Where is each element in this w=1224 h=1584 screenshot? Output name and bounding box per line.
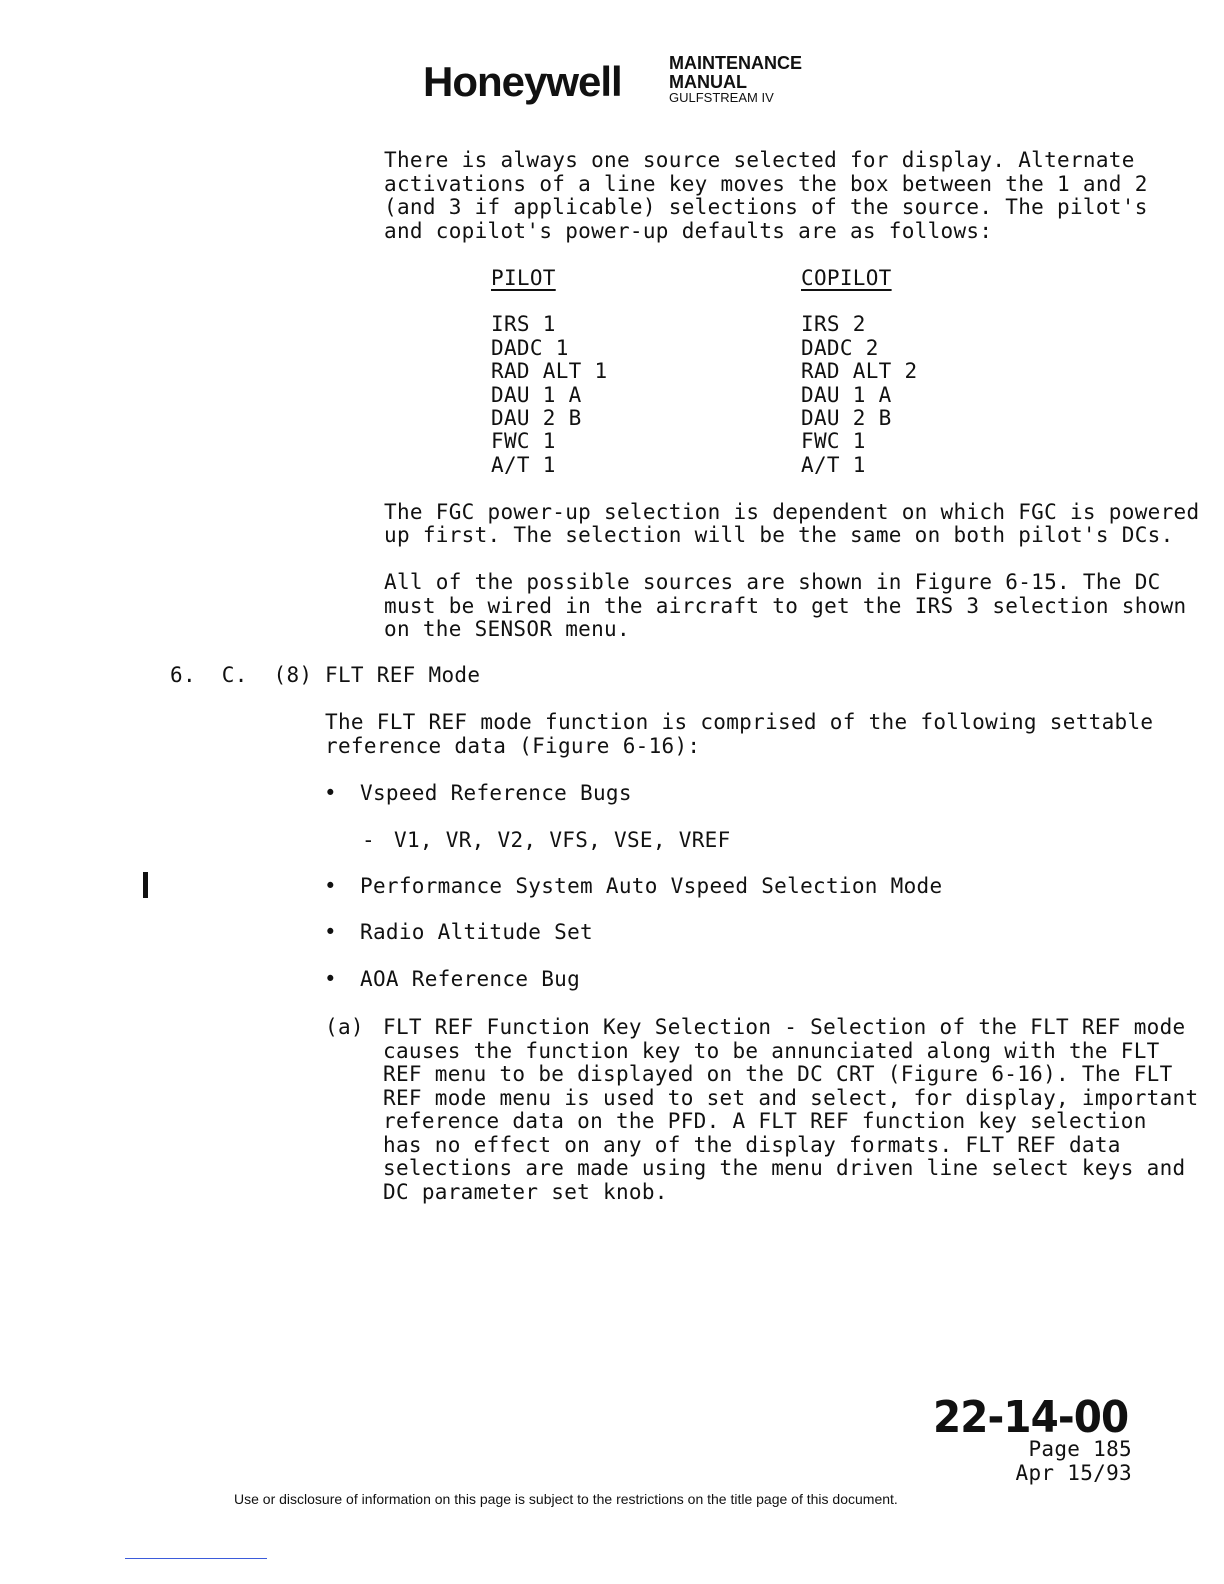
copilot-default: DAU 2 B — [801, 406, 892, 430]
copilot-header: COPILOT — [801, 266, 892, 290]
pilot-default: DAU 2 B — [491, 406, 582, 430]
pilot-default: DAU 1 A — [491, 383, 582, 407]
intro-line: and copilot's power-up defaults are as follows: — [384, 219, 993, 243]
pilot-header: PILOT — [491, 266, 556, 290]
subsection-line: DC parameter set knob. — [383, 1180, 668, 1204]
bullet-glyph: • — [324, 781, 337, 805]
bullet-glyph: • — [324, 967, 337, 991]
sub-item: V1, VR, V2, VFS, VSE, VREF — [394, 828, 731, 852]
bullet-item: Performance System Auto Vspeed Selection Mode — [360, 874, 943, 898]
bullet-item: AOA Reference Bug — [360, 967, 581, 991]
copilot-default: A/T 1 — [801, 453, 866, 477]
pilot-default: RAD ALT 1 — [491, 359, 608, 383]
section-intro-line: reference data (Figure 6-16): — [325, 734, 701, 758]
subsection-line: FLT REF Function Key Selection - Selection of the FLT REF mode — [383, 1015, 1186, 1039]
pilot-default: DADC 1 — [491, 336, 569, 360]
section-number: 6. C. (8) — [170, 663, 313, 687]
pilot-default: FWC 1 — [491, 429, 556, 453]
pilot-default: IRS 1 — [491, 312, 556, 336]
section-title: FLT REF Mode — [325, 663, 481, 687]
intro-line: There is always one source selected for display. Alternate — [384, 148, 1135, 172]
sources-line: must be wired in the aircraft to get the IRS 3 selection shown — [384, 594, 1187, 618]
subsection-line: causes the function key to be annunciated along with the FLT — [383, 1039, 1160, 1063]
chapter-section-number: 22-14-00 — [933, 1392, 1129, 1443]
copilot-default: FWC 1 — [801, 429, 866, 453]
header-aircraft: GULFSTREAM IV — [669, 90, 774, 105]
subsection-line: REF mode menu is used to set and select, for display, important — [383, 1086, 1199, 1110]
header-title-maintenance: MAINTENANCE — [669, 53, 802, 73]
copilot-default: DAU 1 A — [801, 383, 892, 407]
sources-line: on the SENSOR menu. — [384, 617, 630, 641]
header-title-manual: MANUAL — [669, 72, 747, 92]
intro-line: activations of a line key moves the box between the 1 and 2 — [384, 172, 1148, 196]
bullet-item: Radio Altitude Set — [360, 920, 593, 944]
sources-line: All of the possible sources are shown in Figure 6-15. The DC — [384, 570, 1161, 594]
honeywell-logo: Honeywell — [423, 58, 622, 105]
bullet-item: Vspeed Reference Bugs — [360, 781, 632, 805]
sub-item-dash: - — [362, 828, 375, 852]
page-number: Page 185 — [1028, 1437, 1132, 1461]
fgc-line: The FGC power-up selection is dependent on which FGC is powered — [384, 500, 1200, 524]
page-date: Apr 15/93 — [1015, 1461, 1132, 1485]
copilot-default: DADC 2 — [801, 336, 879, 360]
fgc-line: up first. The selection will be the same on both pilot's DCs. — [384, 523, 1174, 547]
pilot-default: A/T 1 — [491, 453, 556, 477]
section-intro-line: The FLT REF mode function is comprised of the following settable — [325, 710, 1154, 734]
copilot-default: RAD ALT 2 — [801, 359, 918, 383]
subsection-line: REF menu to be displayed on the DC CRT (Figure 6-16). The FLT — [383, 1062, 1173, 1086]
intro-line: (and 3 if applicable) selections of the source. The pilot's — [384, 195, 1148, 219]
bullet-glyph: • — [324, 920, 337, 944]
subsection-line: has no effect on any of the display formats. FLT REF data — [383, 1133, 1121, 1157]
subsection-line: reference data on the PFD. A FLT REF function key selection — [383, 1109, 1147, 1133]
bullet-glyph: • — [324, 874, 337, 898]
subsection-label: (a) — [325, 1015, 364, 1039]
revision-change-bar — [143, 872, 148, 898]
disclosure-note: Use or disclosure of information on this page is subject to the restrictions on the title page of this document. — [234, 1491, 898, 1507]
subsection-line: selections are made using the menu driven line select keys and — [383, 1156, 1186, 1180]
bottom-rule — [125, 1558, 267, 1559]
copilot-default: IRS 2 — [801, 312, 866, 336]
